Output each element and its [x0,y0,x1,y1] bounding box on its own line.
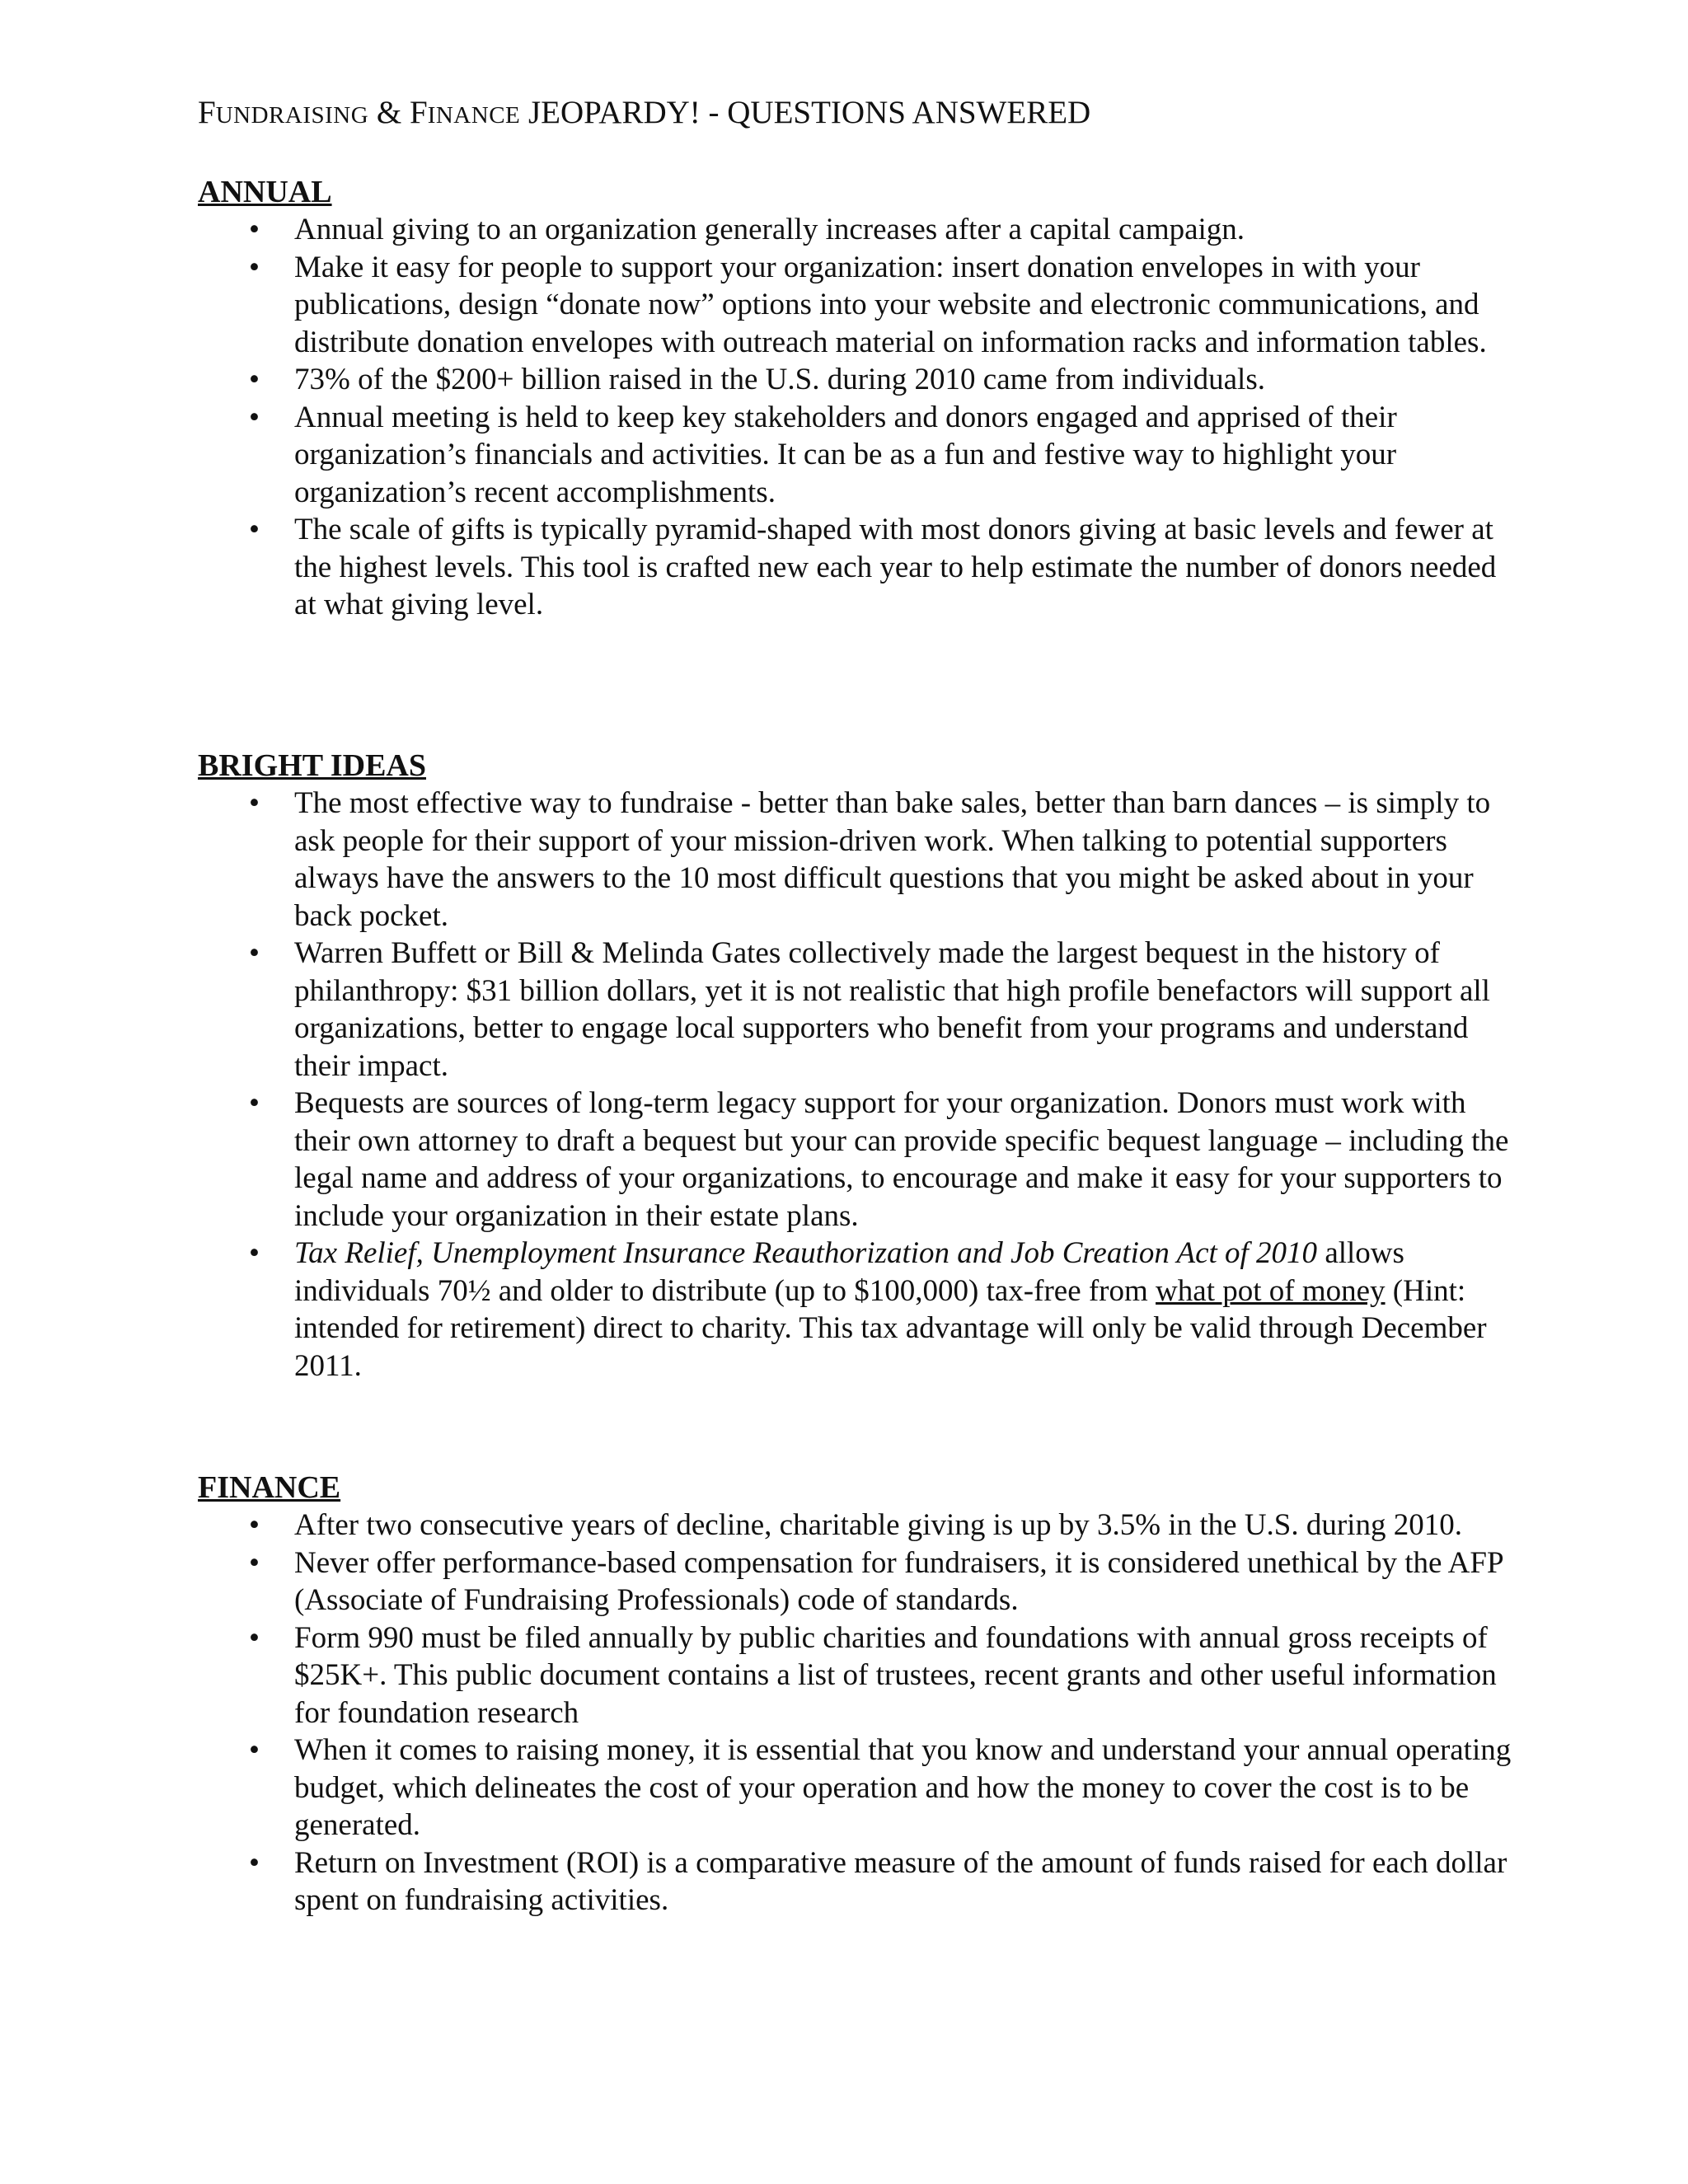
bullet-icon: • [249,1236,260,1270]
bullet-icon: • [249,363,260,396]
list-item-text: (Hint: intended for retirement) direct to charity. This tax advantage will only be valid through December 2011. [294,1273,1487,1383]
list-item-text: Bequests are sources of long-term legacy support for your organization. Donors must work with their own attorney to draft a bequest but your can provide specific bequest language – including the legal name and address of your organizations, to encourage and make it easy for your supporters to include your organization in their estate plans. [294,1086,1509,1233]
bullet-icon: • [249,1620,260,1655]
bullet-icon: • [249,1086,260,1120]
list-item [198,1235,1517,1385]
list-item-text: Annual meeting is held to keep key stakeholders and donors engaged and apprised of their organization’s financials and activities. It can be as a fun and festive way to highlight your organization’s recent accomplishments. [294,400,1397,509]
list-item [198,211,1517,249]
list-item [198,1732,1517,1844]
bullet-list [198,785,1517,1385]
title-part: & [368,95,410,130]
list-item-text: Make it easy for people to support your organization: insert donation envelopes in with your publications, design “donate now” options into your website and electronic communications, and distribute donation envelopes with outreach material on information racks and information tables. [294,250,1487,359]
list-item [198,1844,1517,1919]
list-item-text: Annual giving to an organization generally increases after a capital campaign. [294,213,1245,246]
title-part: - QUESTIONS ANSWERED [700,95,1091,130]
list-item-text: After two consecutive years of decline, charitable giving is up by 3.5% in the U.S. during 2010. [294,1508,1462,1542]
list-item [198,249,1517,362]
section-bright-ideas [198,747,1517,1385]
list-item [198,1085,1517,1235]
bullet-icon: • [249,1545,260,1580]
list-item [198,361,1517,399]
list-item-text: 73% of the $200+ billion raised in the U.S. during 2010 came from individuals. [294,363,1265,396]
bullet-icon: • [249,1845,260,1880]
list-item [198,511,1517,624]
list-item [198,1544,1517,1619]
act-name: Tax Relief, Unemployment Insurance Reauthorization and Job Creation Act of 2010 [294,1236,1318,1270]
answer-underlined: what pot of money [1156,1273,1386,1308]
list-item-text: When it comes to raising money, it is essential that you know and understand your annual operating budget, which delineates the cost of your operation and how the money to cover the cost is to be generated. [294,1733,1512,1842]
bullet-icon: • [249,213,260,246]
bullet-icon: • [249,400,260,434]
list-item [198,1507,1517,1544]
list-item-text: Return on Investment (ROI) is a comparative measure of the amount of funds raised for each dollar spent on fundraising activities. [294,1845,1507,1917]
title-part: F [410,95,428,130]
bullet-icon: • [249,786,260,820]
title-part: UNDRAISING [215,102,369,129]
list-item [198,785,1517,935]
list-item [198,935,1517,1085]
list-item-text: The scale of gifts is typically pyramid-shaped with most donors giving at basic levels and fewer at the highest levels. This tool is crafted new each year to help estimate the number of donors needed at what giving level. [294,513,1497,621]
section-heading: ANNUAL [198,175,332,209]
title-part: F [198,95,216,130]
section-finance [198,1469,1517,1919]
title-part: JEOPARDY! [520,95,701,130]
list-item-text: The most effective way to fundraise - better than bake sales, better than barn dances – is simply to ask people for their support of your mission-driven work. When talking to potential supporters always have the answers to the 10 most difficult questions that you might be asked about in your back pocket. [294,786,1491,933]
page-title [198,92,1090,136]
bullet-icon: • [249,1733,260,1767]
bullet-icon: • [249,513,260,546]
bullet-icon: • [249,1508,260,1542]
section-heading: FINANCE [198,1470,341,1505]
title-part: INANCE [427,102,521,129]
section-annual [198,173,1517,624]
list-item-text: allows individuals 70½ and older to distribute (up to $100,000) tax-free from [294,1236,1404,1308]
list-item [198,399,1517,512]
bullet-list [198,1507,1517,1919]
bullet-icon: • [249,936,260,970]
bullet-icon: • [249,250,260,284]
list-item-text: Form 990 must be filed annually by public charities and foundations with annual gross receipts of $25K+. This public document contains a list of trustees, recent grants and other useful information for foundation research [294,1620,1497,1730]
list-item-text: Never offer performance-based compensation for fundraisers, it is considered unethical by the AFP (Associate of Fundraising Professionals) code of standards. [294,1545,1503,1617]
bullet-list [198,211,1517,624]
list-item-text: Warren Buffett or Bill & Melinda Gates collectively made the largest bequest in the history of philanthropy: $31 billion dollars, yet it is not realistic that high profile benefactors will support all organizations, better to engage local supporters who benefit from your programs and understand their impact. [294,936,1490,1083]
list-item [198,1619,1517,1732]
section-heading: BRIGHT IDEAS [198,748,427,783]
